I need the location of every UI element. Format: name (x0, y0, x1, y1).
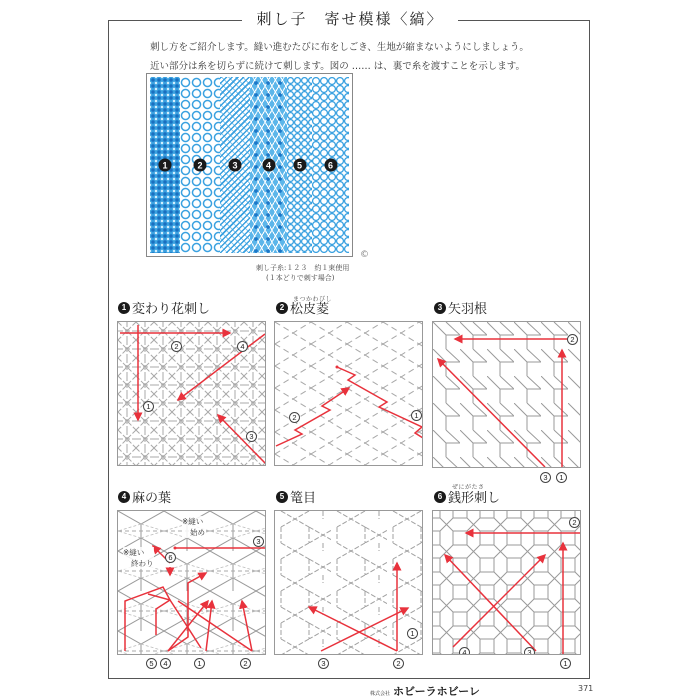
step-marker-5: 5 (146, 658, 157, 669)
copyright-icon: © (360, 250, 369, 260)
step-marker-4: 4 (459, 647, 470, 655)
panel-number-badge: 5 (276, 491, 288, 503)
stripe-number-badge: 6 (324, 159, 337, 172)
step-marker-2: 2 (569, 517, 580, 528)
sewing-end-note: ※縫い 終わり (123, 548, 154, 568)
panel-title-text: 篭目 (290, 491, 317, 506)
grid-diagram (433, 511, 581, 655)
panel-title-text: 松皮菱 (290, 302, 330, 317)
step-marker-1: 1 (407, 628, 418, 639)
panel-number-badge: 6 (434, 491, 446, 503)
panel-title-text: 麻の葉 (132, 491, 172, 506)
diagram-kawari-hanazashi (117, 321, 266, 466)
step-marker-1: 1 (560, 658, 571, 669)
step-marker-2: 2 (393, 658, 404, 669)
diagram-yabane (432, 321, 581, 468)
diagram-asanoha (117, 510, 266, 655)
grid-diagram (275, 511, 423, 655)
thread-note-line-1: 刺し子糸:１２３ 約１束使用 (256, 264, 350, 272)
panel-3-title (434, 298, 487, 317)
panel-title-text: 銭形刺し (448, 491, 501, 506)
intro-text (150, 38, 570, 76)
panel-title-text: 矢羽根 (448, 302, 488, 317)
step-marker-1: 1 (143, 401, 154, 412)
publisher-logo (370, 683, 480, 699)
step-marker-2: 2 (171, 341, 182, 352)
step-marker-1: 1 (194, 658, 205, 669)
stripe-3 (220, 77, 250, 253)
step-marker-3: 3 (318, 658, 329, 669)
panel-number-badge: 1 (118, 302, 130, 314)
page-number: 371 (578, 684, 594, 693)
grid-diagram (433, 322, 581, 468)
stripe-1 (150, 77, 180, 253)
step-marker-6: 6 (165, 552, 176, 563)
step-marker-1: 1 (411, 410, 422, 421)
step-marker-4: 4 (237, 341, 248, 352)
panel-2-title (276, 298, 329, 317)
panel-title-text: 変わり花刺し (132, 302, 211, 317)
stripe-number-badge: 2 (194, 159, 207, 172)
stripe-4 (250, 77, 287, 253)
stripe-6 (312, 77, 349, 253)
panel-number-badge: 4 (118, 491, 130, 503)
stripe-5 (287, 77, 312, 253)
grid-diagram (275, 322, 423, 466)
page-title: 刺し子 寄せ模様〈縞〉 (242, 8, 457, 29)
stripe-number-badge: 5 (293, 159, 306, 172)
stripe-number-badge: 1 (159, 159, 172, 172)
step-marker-2: 2 (567, 334, 578, 345)
stripe-2 (180, 77, 220, 253)
title-wrap (0, 8, 700, 29)
panel-number-badge: 2 (276, 302, 288, 314)
step-marker-3: 3 (524, 647, 535, 655)
step-marker-3: 3 (540, 472, 551, 483)
step-marker-2: 2 (240, 658, 251, 669)
intro-line-1: 刺し方をご紹介します。縫い進むたびに布をしごき、生地が縮まないようにしましょう。 (150, 42, 529, 53)
panel-number-badge: 3 (434, 302, 446, 314)
step-marker-4: 4 (160, 658, 171, 669)
step-marker-3: 3 (253, 536, 264, 547)
thread-note (256, 263, 349, 283)
stripe-number-badge: 4 (262, 159, 275, 172)
diagram-kagome (274, 510, 423, 655)
diagram-zenigata (432, 510, 581, 655)
intro-line-2: 近い部分は糸を切らずに続けて刺します。図の …… は、裏で糸を渡すことを示します。 (150, 61, 526, 72)
panel-5-title (276, 487, 316, 506)
step-marker-1: 1 (556, 472, 567, 483)
publisher-prefix: 株式会社 (370, 691, 391, 697)
panel-4-title (118, 487, 171, 506)
panel-6-ruby: ぜにがたさ (452, 484, 485, 491)
diagram-matsukawabishi (274, 321, 423, 466)
panel-6-title (434, 487, 500, 506)
sewing-start-note: ※縫い 始め (182, 517, 205, 537)
stripe-number-badge: 3 (229, 159, 242, 172)
step-marker-3: 3 (246, 431, 257, 442)
publisher-name: ホビーラホビーレ (393, 685, 480, 698)
panel-1-title (118, 298, 210, 317)
sample-swatch (146, 73, 353, 257)
thread-note-line-2: (１本どりで刺す場合) (266, 274, 335, 282)
step-marker-2: 2 (289, 412, 300, 423)
panel-2-ruby: まつかわびし (293, 296, 333, 303)
